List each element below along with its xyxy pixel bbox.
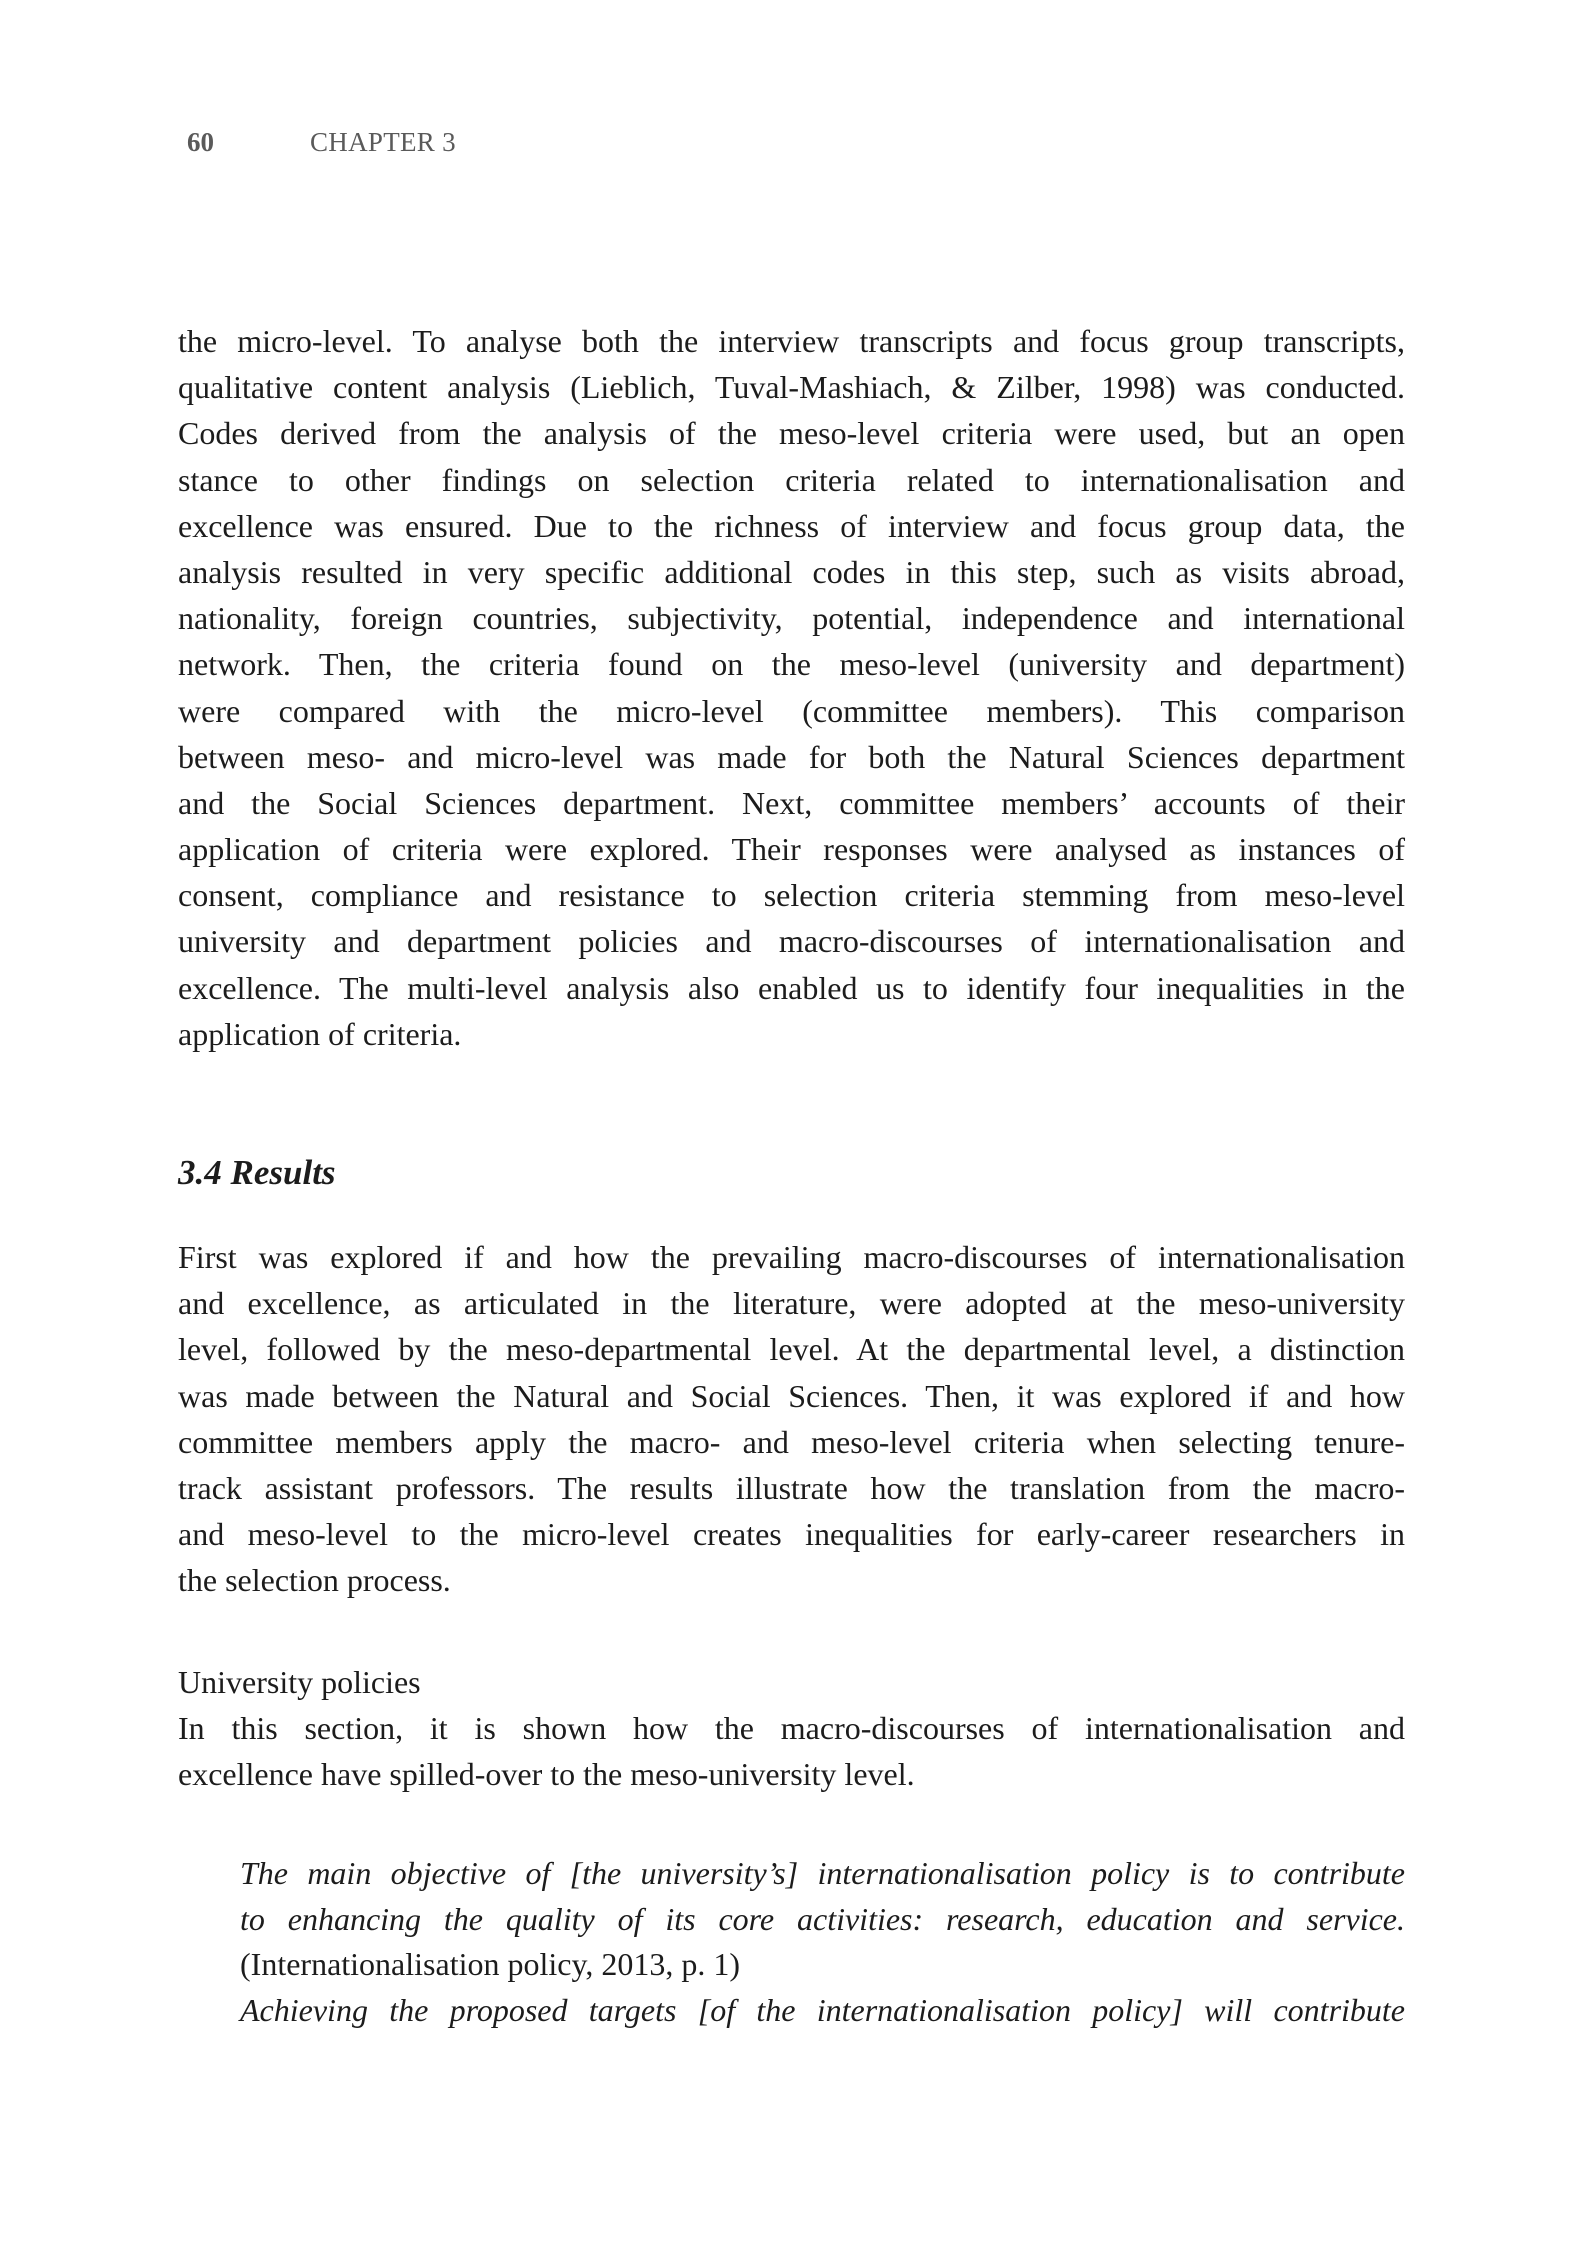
text-line: between meso- and micro-level was made for both the Natural Sciences department <box>178 738 1405 775</box>
text-line: application of criteria. <box>178 1015 462 1052</box>
page-number: 60 <box>187 127 214 157</box>
text-line: track assistant professors. The results illustrate how the translation from the macro- <box>178 1469 1405 1506</box>
university-policies-section <box>178 1659 1405 1798</box>
results-intro-paragraph <box>178 1234 1405 1604</box>
quote-citation: (Internationalisation policy, 2013, p. 1) <box>240 1946 741 1982</box>
text-line: Codes derived from the analysis of the meso-level criteria were used, but an open <box>178 415 1405 452</box>
text-line: nationality, foreign countries, subjectivity, potential, independence and international <box>178 600 1405 637</box>
text-line: stance to other findings on selection criteria related to internationalisation and <box>178 461 1405 498</box>
policy-quote-block <box>240 1851 1405 2033</box>
text-line: qualitative content analysis (Lieblich, Tuval-Mashiach, & Zilber, 1998) was conducted. <box>178 369 1405 406</box>
text-line: excellence have spilled-over to the meso-university level. <box>178 1756 915 1793</box>
text-line: the selection process. <box>178 1562 451 1599</box>
text-line: network. Then, the criteria found on the meso-level (university and department) <box>178 646 1405 683</box>
text-line: consent, compliance and resistance to selection criteria stemming from meso-level <box>178 877 1405 914</box>
text-line: and excellence, as articulated in the literature, were adopted at the meso-university <box>178 1285 1405 1322</box>
text-line: In this section, it is shown how the macro-discourses of internationalisation and <box>178 1710 1405 1747</box>
section-heading: 3.4 Results <box>178 1153 336 1192</box>
text-line: and the Social Sciences department. Next, committee members’ accounts of their <box>178 784 1405 821</box>
text-line: excellence was ensured. Due to the richness of interview and focus group data, the <box>178 507 1405 544</box>
text-line: was made between the Natural and Social Sciences. Then, it was explored if and how <box>178 1377 1405 1414</box>
text-line: First was explored if and how the prevailing macro-discourses of internationalisation <box>178 1239 1405 1275</box>
quote-line: Achieving the proposed targets [of the internationalisation policy] will contribute <box>240 1991 1405 2028</box>
text-line: university and department policies and macro-discourses of internationalisation and <box>178 923 1405 960</box>
text-line: committee members apply the macro- and meso-level criteria when selecting tenure- <box>178 1423 1405 1460</box>
text-line: and meso-level to the micro-level creates inequalities for early-career researchers in <box>178 1516 1405 1553</box>
chapter-label: CHAPTER 3 <box>310 127 456 157</box>
text-line: application of criteria were explored. Their responses were analysed as instances of <box>178 831 1405 868</box>
quote-line: to enhancing the quality of its core activities: research, education and service. <box>240 1900 1405 1937</box>
text-line: were compared with the micro-level (committee members). This comparison <box>178 692 1405 729</box>
text-line: analysis resulted in very specific additional codes in this step, such as visits abroad, <box>178 553 1405 590</box>
methods-paragraph <box>178 318 1405 1057</box>
quote-line: The main objective of [the university’s] internationalisation policy is to contribute <box>240 1855 1405 1891</box>
text-line: level, followed by the meso-departmental level. At the departmental level, a distinction <box>178 1331 1405 1368</box>
text-line: excellence. The multi-level analysis also enabled us to identify four inequalities in the <box>178 969 1405 1006</box>
subsection-title: University policies <box>178 1664 421 1700</box>
text-line: the micro-level. To analyse both the interview transcripts and focus group transcripts, <box>178 323 1405 359</box>
